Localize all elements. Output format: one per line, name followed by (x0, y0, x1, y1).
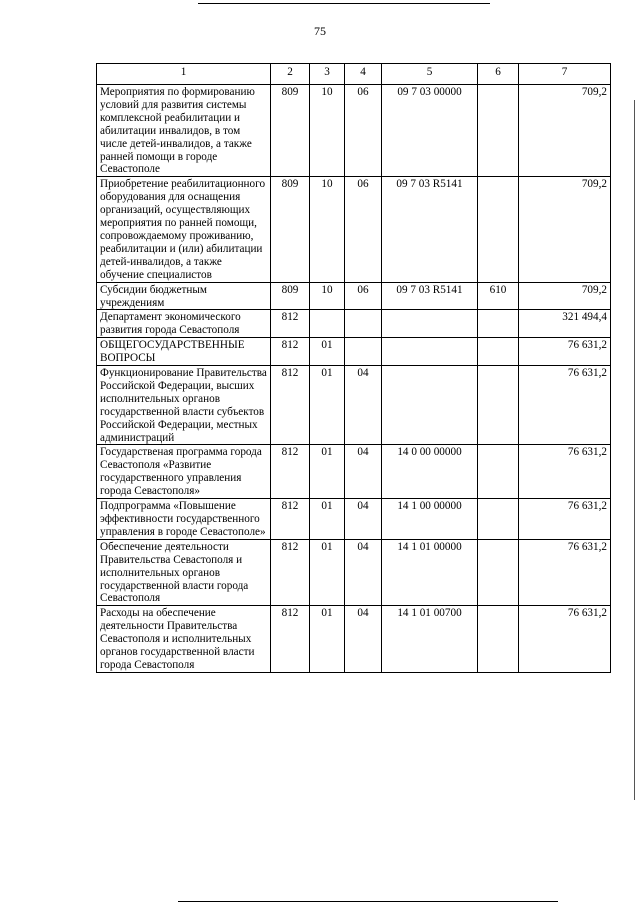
row-amount: 76 631,2 (519, 366, 611, 445)
row-expense-type (478, 366, 519, 445)
bottom-rule (178, 901, 558, 902)
row-ministry-code: 812 (271, 338, 310, 366)
table-row (97, 606, 611, 673)
page-number: 75 (314, 24, 326, 38)
row-name: Субсидии бюджетным учреждениям (97, 282, 271, 310)
top-rule (198, 3, 490, 4)
row-name: Государственая программа города Севастополя «Развитие государственного управления города Севастополя» (97, 445, 271, 499)
row-section: 01 (310, 606, 345, 673)
row-subsection: 04 (345, 366, 382, 445)
table-row (97, 177, 611, 282)
table-row (97, 85, 611, 177)
row-subsection: 04 (345, 539, 382, 606)
row-ministry-code: 809 (271, 85, 310, 177)
row-expense-type: 610 (478, 282, 519, 310)
row-ministry-code: 812 (271, 606, 310, 673)
header-cell-1: 1 (97, 64, 271, 85)
row-amount: 76 631,2 (519, 606, 611, 673)
row-name: Расходы на обеспечение деятельности Правительства Севастополя и исполнительных органов государственной власти города Севастополя (97, 606, 271, 673)
row-section: 10 (310, 85, 345, 177)
row-target-article: 14 1 01 00000 (382, 539, 478, 606)
row-amount: 76 631,2 (519, 445, 611, 499)
row-expense-type (478, 445, 519, 499)
row-amount: 709,2 (519, 85, 611, 177)
row-name: Функционирование Правительства Российской Федерации, высших исполнительных органов государственной власти субъектов Российской Федерации, местных администраций (97, 366, 271, 445)
header-cell-7: 7 (519, 64, 611, 85)
table-header-row (97, 64, 611, 85)
table-row (97, 539, 611, 606)
row-amount: 321 494,4 (519, 310, 611, 338)
row-section: 10 (310, 177, 345, 282)
row-target-article: 09 7 03 R5141 (382, 177, 478, 282)
row-name: ОБЩЕГОСУДАРСТВЕННЫЕ ВОПРОСЫ (97, 338, 271, 366)
row-ministry-code: 812 (271, 445, 310, 499)
header-cell-5: 5 (382, 64, 478, 85)
row-expense-type (478, 177, 519, 282)
row-target-article: 14 1 00 00000 (382, 499, 478, 540)
table-row (97, 366, 611, 445)
header-cell-6: 6 (478, 64, 519, 85)
row-section (310, 310, 345, 338)
row-name: Приобретение реабилитационного оборудования для оснащения организаций, осуществляющих мероприятия по ранней помощи, сопровождаемому проживанию, реабилитации и (или) абилитации детей-инвалидов, а также обучение специалистов (97, 177, 271, 282)
row-subsection (345, 310, 382, 338)
row-expense-type (478, 310, 519, 338)
table-row (97, 310, 611, 338)
row-subsection: 06 (345, 85, 382, 177)
row-section: 01 (310, 445, 345, 499)
header-cell-4: 4 (345, 64, 382, 85)
row-ministry-code: 812 (271, 499, 310, 540)
row-name: Обеспечение деятельности Правительства Севастополя и исполнительных органов государственной власти города Севастополя (97, 539, 271, 606)
table-row (97, 338, 611, 366)
row-expense-type (478, 606, 519, 673)
row-amount: 76 631,2 (519, 338, 611, 366)
header-cell-3: 3 (310, 64, 345, 85)
row-subsection: 06 (345, 177, 382, 282)
header-cell-2: 2 (271, 64, 310, 85)
row-subsection: 06 (345, 282, 382, 310)
row-section: 01 (310, 338, 345, 366)
row-ministry-code: 809 (271, 177, 310, 282)
row-subsection (345, 338, 382, 366)
row-ministry-code: 812 (271, 310, 310, 338)
row-expense-type (478, 85, 519, 177)
row-section: 01 (310, 499, 345, 540)
row-target-article (382, 366, 478, 445)
row-amount: 76 631,2 (519, 539, 611, 606)
row-subsection: 04 (345, 499, 382, 540)
scan-edge-line (634, 100, 635, 800)
row-expense-type (478, 338, 519, 366)
row-section: 01 (310, 366, 345, 445)
budget-table (96, 63, 611, 673)
row-amount: 709,2 (519, 282, 611, 310)
row-target-article (382, 310, 478, 338)
table-body (97, 85, 611, 673)
row-name: Подпрограмма «Повышение эффективности государственного управления в городе Севастополе» (97, 499, 271, 540)
row-expense-type (478, 539, 519, 606)
row-target-article: 14 1 01 00700 (382, 606, 478, 673)
row-ministry-code: 812 (271, 366, 310, 445)
row-target-article: 14 0 00 00000 (382, 445, 478, 499)
row-subsection: 04 (345, 606, 382, 673)
row-amount: 709,2 (519, 177, 611, 282)
row-name: Департамент экономического развития города Севастополя (97, 310, 271, 338)
row-section: 10 (310, 282, 345, 310)
table-row (97, 445, 611, 499)
row-section: 01 (310, 539, 345, 606)
row-ministry-code: 812 (271, 539, 310, 606)
row-ministry-code: 809 (271, 282, 310, 310)
row-target-article: 09 7 03 R5141 (382, 282, 478, 310)
row-target-article: 09 7 03 00000 (382, 85, 478, 177)
row-name: Мероприятия по формированию условий для развития системы комплексной реабилитации и абилитации инвалидов, в том числе детей-инвалидов, а также ранней помощи в городе Севастополе (97, 85, 271, 177)
table-row (97, 499, 611, 540)
row-amount: 76 631,2 (519, 499, 611, 540)
row-target-article (382, 338, 478, 366)
table-row (97, 282, 611, 310)
row-expense-type (478, 499, 519, 540)
row-subsection: 04 (345, 445, 382, 499)
